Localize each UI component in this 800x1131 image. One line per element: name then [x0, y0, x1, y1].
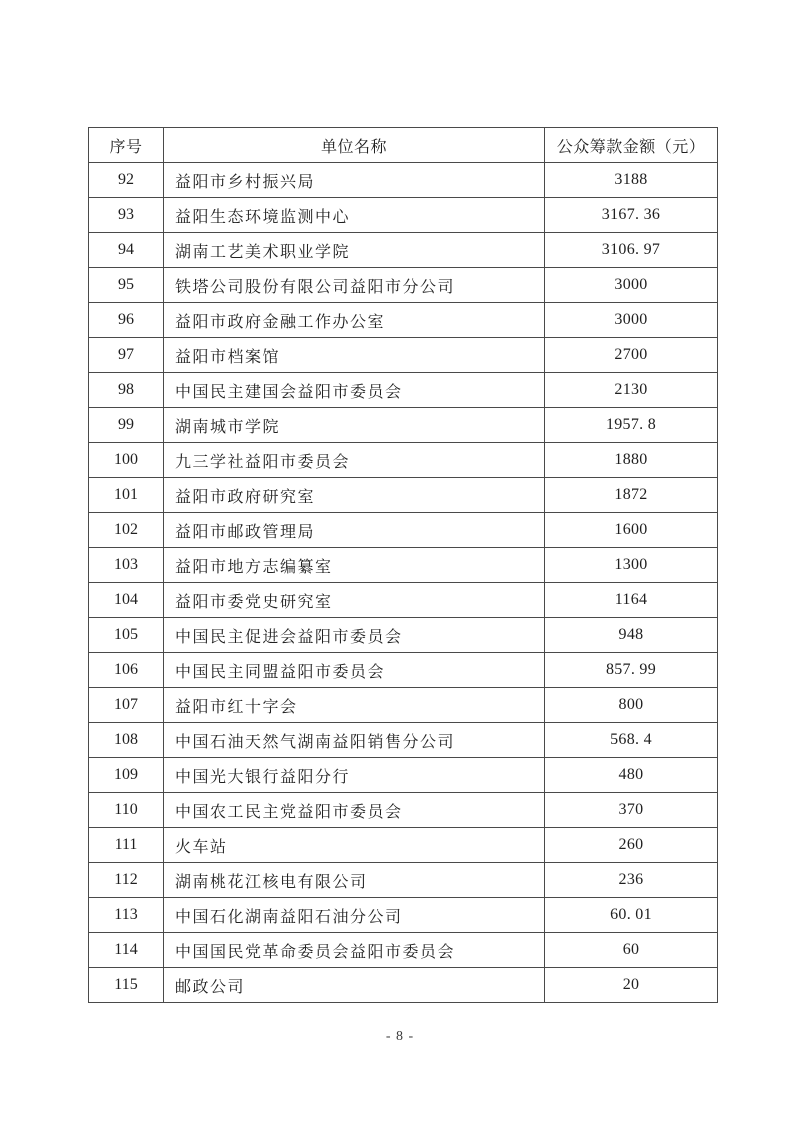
- cell-serial-number: 99: [89, 408, 164, 443]
- cell-amount: 1164: [545, 583, 718, 618]
- cell-unit-name: 湖南工艺美术职业学院: [164, 233, 545, 268]
- table-row: [89, 198, 718, 233]
- cell-amount: 800: [545, 688, 718, 723]
- cell-amount: 1957. 8: [545, 408, 718, 443]
- cell-amount: 3000: [545, 303, 718, 338]
- cell-serial-number: 103: [89, 548, 164, 583]
- cell-unit-name: 益阳市地方志编纂室: [164, 548, 545, 583]
- cell-amount: 1600: [545, 513, 718, 548]
- cell-serial-number: 100: [89, 443, 164, 478]
- table-row: [89, 163, 718, 198]
- table-row: [89, 758, 718, 793]
- cell-amount: 1872: [545, 478, 718, 513]
- cell-unit-name: 中国民主建国会益阳市委员会: [164, 373, 545, 408]
- cell-serial-number: 109: [89, 758, 164, 793]
- cell-serial-number: 105: [89, 618, 164, 653]
- table-row: [89, 548, 718, 583]
- page-number: - 8 -: [385, 1029, 415, 1044]
- cell-serial-number: 113: [89, 898, 164, 933]
- cell-serial-number: 102: [89, 513, 164, 548]
- cell-serial-number: 104: [89, 583, 164, 618]
- cell-serial-number: 108: [89, 723, 164, 758]
- cell-amount: 236: [545, 863, 718, 898]
- cell-amount: 2130: [545, 373, 718, 408]
- table-row: [89, 723, 718, 758]
- cell-unit-name: 益阳市政府金融工作办公室: [164, 303, 545, 338]
- table-body: [89, 163, 718, 1003]
- table-header-row: [89, 128, 718, 163]
- table-row: [89, 793, 718, 828]
- header-unit-name: 单位名称: [164, 128, 545, 163]
- cell-unit-name: 铁塔公司股份有限公司益阳市分公司: [164, 268, 545, 303]
- cell-serial-number: 98: [89, 373, 164, 408]
- table-row: [89, 898, 718, 933]
- cell-unit-name: 益阳市档案馆: [164, 338, 545, 373]
- table-row: [89, 828, 718, 863]
- table-row: [89, 408, 718, 443]
- cell-unit-name: 中国光大银行益阳分行: [164, 758, 545, 793]
- table-row: [89, 513, 718, 548]
- table-row: [89, 338, 718, 373]
- table-row: [89, 443, 718, 478]
- cell-amount: 260: [545, 828, 718, 863]
- cell-unit-name: 中国国民党革命委员会益阳市委员会: [164, 933, 545, 968]
- cell-serial-number: 115: [89, 968, 164, 1003]
- cell-unit-name: 益阳生态环境监测中心: [164, 198, 545, 233]
- cell-amount: 370: [545, 793, 718, 828]
- cell-unit-name: 邮政公司: [164, 968, 545, 1003]
- cell-unit-name: 益阳市邮政管理局: [164, 513, 545, 548]
- cell-serial-number: 114: [89, 933, 164, 968]
- cell-serial-number: 97: [89, 338, 164, 373]
- cell-unit-name: 益阳市政府研究室: [164, 478, 545, 513]
- cell-amount: 948: [545, 618, 718, 653]
- cell-serial-number: 94: [89, 233, 164, 268]
- cell-unit-name: 中国石油天然气湖南益阳销售分公司: [164, 723, 545, 758]
- fundraising-table: [88, 127, 718, 1003]
- cell-unit-name: 中国石化湖南益阳石油分公司: [164, 898, 545, 933]
- cell-serial-number: 96: [89, 303, 164, 338]
- cell-serial-number: 95: [89, 268, 164, 303]
- cell-serial-number: 111: [89, 828, 164, 863]
- cell-amount: 2700: [545, 338, 718, 373]
- cell-serial-number: 101: [89, 478, 164, 513]
- header-amount: 公众筹款金额（元）: [545, 128, 718, 163]
- cell-serial-number: 92: [89, 163, 164, 198]
- cell-serial-number: 110: [89, 793, 164, 828]
- cell-amount: 3167. 36: [545, 198, 718, 233]
- cell-amount: 857. 99: [545, 653, 718, 688]
- cell-unit-name: 益阳市委党史研究室: [164, 583, 545, 618]
- cell-unit-name: 火车站: [164, 828, 545, 863]
- table-row: [89, 863, 718, 898]
- cell-amount: 3000: [545, 268, 718, 303]
- table-row: [89, 268, 718, 303]
- cell-amount: 480: [545, 758, 718, 793]
- cell-amount: 1300: [545, 548, 718, 583]
- header-serial-number: 序号: [89, 128, 164, 163]
- table-row: [89, 968, 718, 1003]
- table-row: [89, 303, 718, 338]
- cell-amount: 568. 4: [545, 723, 718, 758]
- cell-unit-name: 益阳市红十字会: [164, 688, 545, 723]
- cell-unit-name: 湖南桃花江核电有限公司: [164, 863, 545, 898]
- cell-amount: 3188: [545, 163, 718, 198]
- table-row: [89, 478, 718, 513]
- table-row: [89, 688, 718, 723]
- cell-amount: 60. 01: [545, 898, 718, 933]
- cell-unit-name: 中国民主促进会益阳市委员会: [164, 618, 545, 653]
- table-row: [89, 373, 718, 408]
- cell-serial-number: 107: [89, 688, 164, 723]
- table-row: [89, 933, 718, 968]
- cell-unit-name: 益阳市乡村振兴局: [164, 163, 545, 198]
- cell-amount: 20: [545, 968, 718, 1003]
- cell-unit-name: 湖南城市学院: [164, 408, 545, 443]
- cell-unit-name: 中国民主同盟益阳市委员会: [164, 653, 545, 688]
- cell-serial-number: 112: [89, 863, 164, 898]
- cell-unit-name: 中国农工民主党益阳市委员会: [164, 793, 545, 828]
- cell-serial-number: 93: [89, 198, 164, 233]
- table-row: [89, 618, 718, 653]
- cell-serial-number: 106: [89, 653, 164, 688]
- cell-amount: 1880: [545, 443, 718, 478]
- cell-amount: 3106. 97: [545, 233, 718, 268]
- cell-amount: 60: [545, 933, 718, 968]
- cell-unit-name: 九三学社益阳市委员会: [164, 443, 545, 478]
- table-row: [89, 233, 718, 268]
- table-row: [89, 653, 718, 688]
- table-row: [89, 583, 718, 618]
